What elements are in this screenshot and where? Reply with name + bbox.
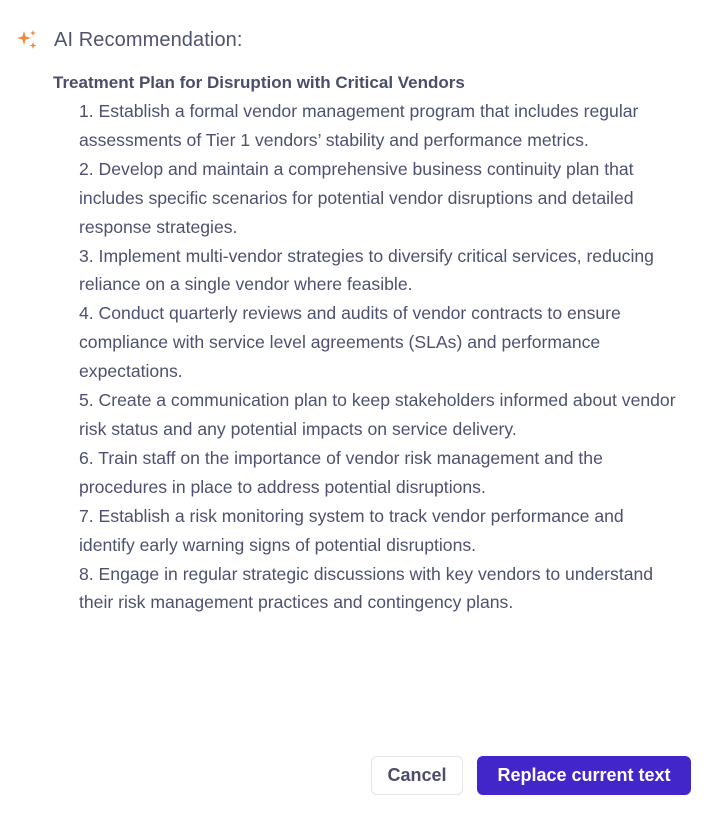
plan-item-3: 3. Implement multi-vendor strategies to diversify critical services, reducing reliance on a single vendor where feasible. — [79, 245, 654, 295]
header-title: AI Recommendation: — [54, 28, 243, 51]
plan-item-4: 4. Conduct quarterly reviews and audits of vendor contracts to ensure compliance with service level agreements (SLAs) and performance expectations. — [79, 303, 621, 382]
replace-text-button[interactable]: Replace current text — [477, 756, 691, 795]
plan-item-8: 8. Engage in regular strategic discussions with key vendors to understand their risk management practices and contingency plans. — [79, 563, 654, 613]
plan-item-5: 5. Create a communication plan to keep stakeholders informed about vendor risk status and any potential impacts on service delivery. — [79, 390, 676, 439]
plan-item-7: 7. Establish a risk monitoring system to track vendor performance and identify early warning signs of potential disruptions. — [79, 505, 624, 555]
plan-title: Treatment Plan for Disruption with Critical Vendors — [53, 73, 465, 92]
dialog-actions — [371, 756, 691, 795]
recommendation-header — [15, 27, 243, 53]
recommendation-content — [53, 69, 683, 617]
plan-item-6: 6. Train staff on the importance of vendor risk management and the procedures in place to address potential disruptions. — [79, 447, 603, 497]
sparkle-icon — [15, 28, 39, 52]
plan-item-2: 2. Develop and maintain a comprehensive business continuity plan that includes specific scenarios for potential vendor disruptions and detailed response strategies. — [79, 158, 634, 237]
plan-list — [53, 97, 683, 617]
plan-item-1: 1. Establish a formal vendor management program that includes regular assessments of Tier 1 vendors’ stability and performance metrics. — [79, 101, 639, 150]
cancel-button[interactable]: Cancel — [371, 756, 463, 795]
